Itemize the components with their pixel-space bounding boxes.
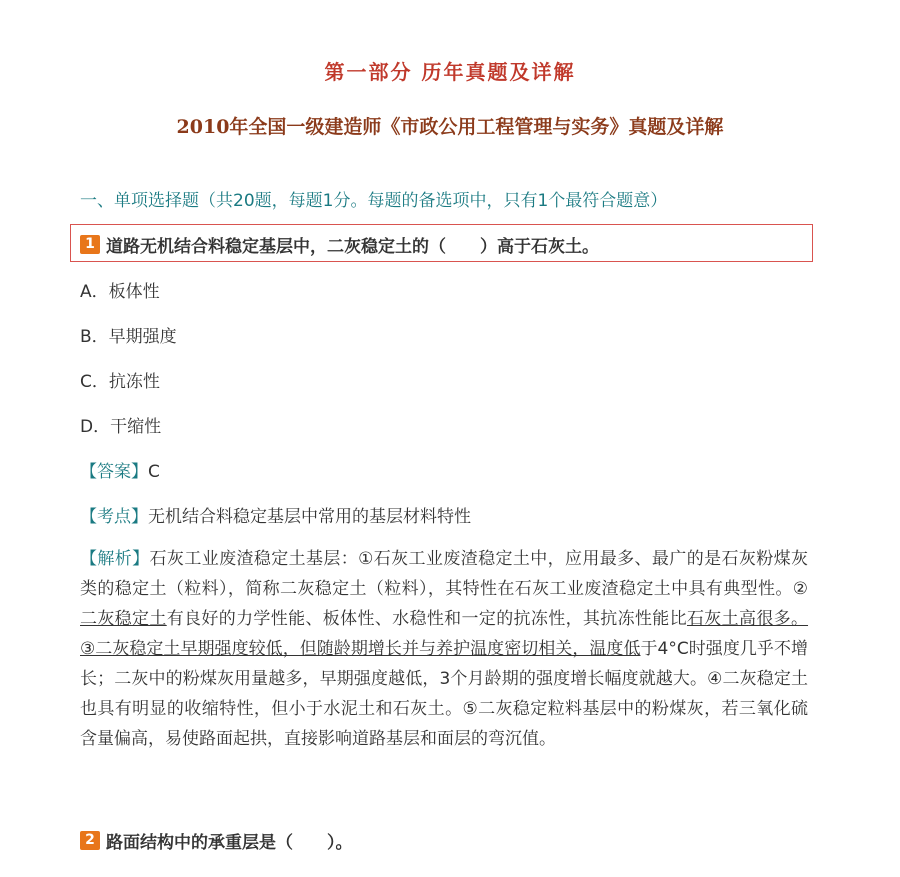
question-number-badge: 2 [80, 831, 100, 850]
document-title: 2010年全国一级建造师《市政公用工程管理与实务》真题及详解 [176, 116, 724, 138]
question-2 [80, 828, 353, 853]
option-c: C．抗冻性 [80, 372, 160, 392]
part-title: 第一部分 历年真题及详解 [324, 60, 576, 84]
analysis-text-3: 于4°C时强度几乎不增长；二灰中的粉煤灰用量越多，早期强度越低，3个月龄期的强度增长幅度就越大。④二灰稳定土也具有明显的收缩特性，但小于水泥土和石灰土。⑤二灰稳定粒料基层中的粉煤灰，若三氧化硫含量偏高，易使路面起拱，直接影响道路基层和面层的弯沉值。 [80, 639, 808, 749]
point-label: 【考点】 [80, 507, 148, 527]
analysis-text-1: 石灰工业废渣稳定土基层：①石灰工业废渣稳定土中，应用最多、最广的是石灰粉煤灰类的稳定土（粒料），简称二灰稳定土（粒料），其特性在石灰工业废渣稳定土中具有典型性。② [80, 549, 808, 599]
analysis-text-2: 有良好的力学性能、板体性、水稳性和一定的抗冻性，其抗冻性能比 [166, 609, 687, 629]
option-b: B．早期强度 [80, 327, 177, 347]
analysis-paragraph [80, 544, 808, 754]
option-a: A．板体性 [80, 282, 160, 302]
section-heading: 一、单项选择题（共20题，每题1分。每题的备选项中，只有1个最符合题意） [80, 191, 668, 211]
question-1 [80, 232, 599, 257]
option-d: D．干缩性 [80, 417, 162, 437]
question-number-badge: 1 [80, 235, 100, 254]
point-line [80, 502, 471, 527]
question-text: 道路无机结合料稳定基层中，二灰稳定土的（ ）高于石灰土。 [106, 237, 599, 257]
analysis-label: 【解析】 [80, 549, 150, 569]
point-value: 无机结合料稳定基层中常用的基层材料特性 [148, 507, 471, 527]
answer-line [80, 457, 160, 482]
question-text: 路面结构中的承重层是（ ）。 [106, 833, 353, 853]
answer-label: 【答案】 [80, 462, 148, 482]
analysis-underlined-1: 二灰稳定土 [80, 609, 167, 629]
analysis-underlined-2: 石灰土高很多。③二灰稳定土早期强度较低，但随龄期增长并与养护温度密切相关，温度低 [80, 609, 809, 659]
answer-value: C [148, 462, 160, 482]
